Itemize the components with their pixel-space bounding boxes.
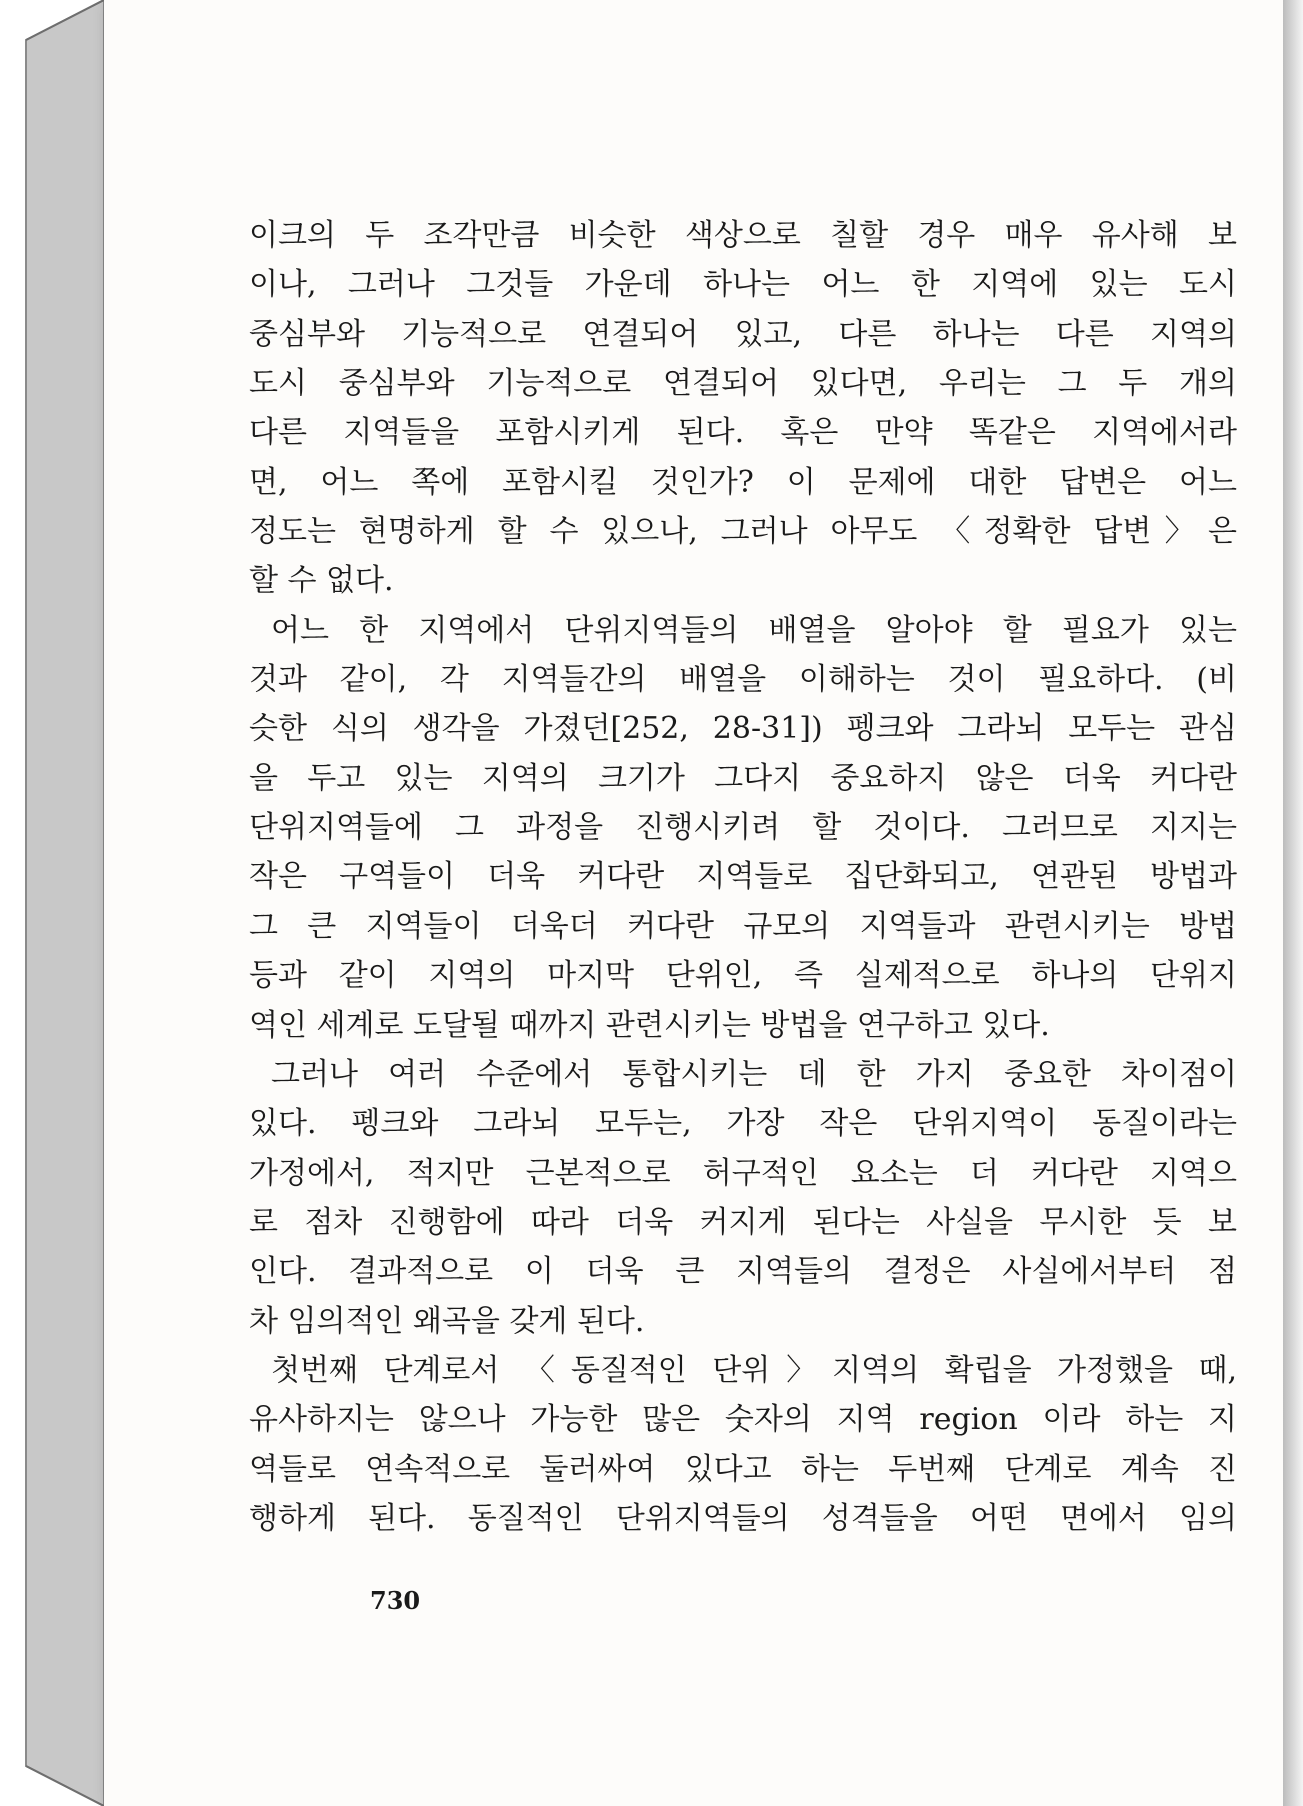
text-line: 정도는 현명하게 할 수 있으나, 그러나 아무도 〈정확한 답변〉은 (249, 514, 1237, 550)
text-line: 등과 같이 지역의 마지막 단위인, 즉 실제적으로 하나의 단위지 (249, 958, 1237, 994)
text-line: 을 두고 있는 지역의 크기가 그다지 중요하지 않은 더욱 커다란 (249, 760, 1237, 796)
text-line: 그 큰 지역들이 더욱더 커다란 규모의 지역들과 관련시키는 방법 (249, 908, 1237, 944)
text-line: 이나, 그러나 그것들 가운데 하나는 어느 한 지역에 있는 도시 (249, 267, 1237, 303)
page-edge-shadow (1283, 0, 1303, 1806)
text-line: 어느 한 지역에서 단위지역들의 배열을 알아야 할 필요가 있는 (271, 612, 1237, 648)
text-line: 있다. 펭크와 그라뇌 모두는, 가장 작은 단위지역이 동질이라는 (249, 1106, 1237, 1142)
text-line: 그러나 여러 수준에서 통합시키는 데 한 가지 중요한 차이점이 (271, 1056, 1237, 1092)
text-line: 할 수 없다. (249, 563, 394, 599)
text-line: 역인 세계로 도달될 때까지 관련시키는 방법을 연구하고 있다. (249, 1007, 1050, 1043)
book-page (104, 0, 1283, 1806)
body-text (249, 211, 1237, 1543)
text-line: 면, 어느 쪽에 포함시킬 것인가? 이 문제에 대한 답변은 어느 (249, 464, 1237, 500)
text-line: 유사하지는 않으나 가능한 많은 숫자의 지역 region 이라 하는 지 (249, 1402, 1237, 1438)
text-line: 역들로 연속적으로 둘러싸여 있다고 하는 두번째 단계로 계속 진 (249, 1451, 1237, 1487)
text-line: 단위지역들에 그 과정을 진행시키려 할 것이다. 그러므로 지지는 (249, 810, 1237, 846)
text-line: 행하게 된다. 동질적인 단위지역들의 성격들을 어떤 면에서 임의 (249, 1500, 1237, 1536)
page-number: 730 (370, 1586, 421, 1615)
text-line: 슷한 식의 생각을 가졌던[252, 28-31]) 펭크와 그라뇌 모두는 관심 (249, 711, 1237, 747)
text-line: 것과 같이, 각 지역들간의 배열을 이해하는 것이 필요하다. (비 (249, 662, 1237, 698)
text-line: 로 점차 진행함에 따라 더욱 커지게 된다는 사실을 무시한 듯 보 (249, 1204, 1237, 1240)
text-line: 차 임의적인 왜곡을 갖게 된다. (249, 1303, 645, 1339)
text-line: 이크의 두 조각만큼 비슷한 색상으로 칠할 경우 매우 유사해 보 (249, 218, 1237, 253)
text-line: 도시 중심부와 기능적으로 연결되어 있다면, 우리는 그 두 개의 (249, 366, 1237, 402)
text-line: 첫번째 단계로서 〈동질적인 단위〉지역의 확립을 가정했을 때, (271, 1352, 1237, 1388)
text-line: 작은 구역들이 더욱 커다란 지역들로 집단화되고, 연관된 방법과 (249, 859, 1237, 895)
text-line: 인다. 결과적으로 이 더욱 큰 지역들의 결정은 사실에서부터 점 (249, 1254, 1237, 1290)
text-line: 가정에서, 적지만 근본적으로 허구적인 요소는 더 커다란 지역으 (249, 1155, 1237, 1191)
text-line: 다른 지역들을 포함시키게 된다. 혹은 만약 똑같은 지역에서라 (249, 415, 1237, 451)
text-line: 중심부와 기능적으로 연결되어 있고, 다른 하나는 다른 지역의 (249, 316, 1237, 352)
